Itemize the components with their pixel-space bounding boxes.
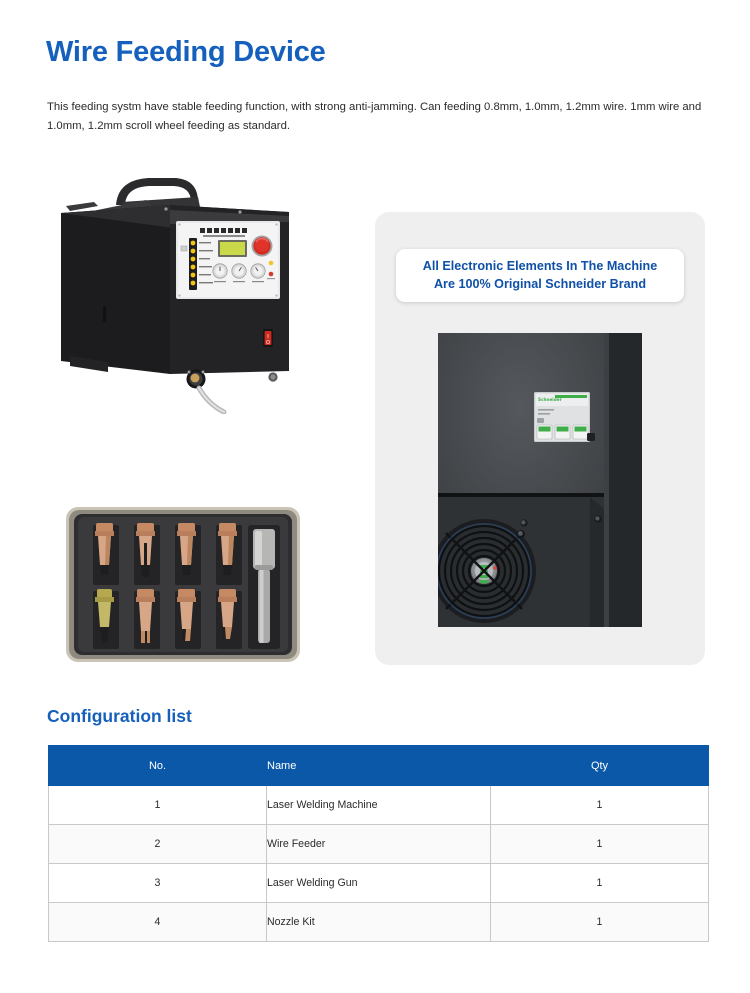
column-header-name: Name — [267, 746, 491, 786]
table-row — [49, 786, 709, 825]
column-header-qty: Qty — [491, 746, 709, 786]
cell-qty: 1 — [491, 786, 709, 825]
cell-name: Wire Feeder — [267, 825, 491, 864]
page-description: This feeding systm have stable feeding function, with strong anti-jamming. Can feeding 0.8mm, 1.0mm, 1.2mm wire. 1mm wire and 1.0mm, 1.2mm scroll wheel feeding as standard. — [47, 101, 702, 133]
column-header-no: No. — [49, 746, 267, 786]
wire-feeder-machine-photo — [48, 166, 340, 414]
machine-interior-photo — [438, 333, 642, 627]
cell-no: 3 — [49, 864, 267, 903]
schneider-callout-box — [396, 249, 684, 302]
table-row — [49, 825, 709, 864]
cell-qty: 1 — [491, 864, 709, 903]
table-header-row — [49, 746, 709, 786]
svg-text:Schneider: Schneider — [538, 397, 562, 402]
cell-name: Nozzle Kit — [267, 903, 491, 942]
cell-no: 4 — [49, 903, 267, 942]
cell-qty: 1 — [491, 825, 709, 864]
cell-no: 1 — [49, 786, 267, 825]
cell-qty: 1 — [491, 903, 709, 942]
callout-line-2: Are 100% Original Schneider Brand — [433, 276, 647, 291]
configuration-list-title: Configuration list — [47, 706, 192, 726]
page-title: Wire Feeding Device — [46, 36, 326, 68]
table-row — [49, 903, 709, 942]
cell-name: Laser Welding Gun — [267, 864, 491, 903]
nozzle-kit-photo — [62, 503, 304, 666]
configuration-list-table — [48, 745, 709, 942]
cell-name: Laser Welding Machine — [267, 786, 491, 825]
cell-no: 2 — [49, 825, 267, 864]
callout-line-1: All Electronic Elements In The Machine — [422, 258, 658, 273]
table-row — [49, 864, 709, 903]
